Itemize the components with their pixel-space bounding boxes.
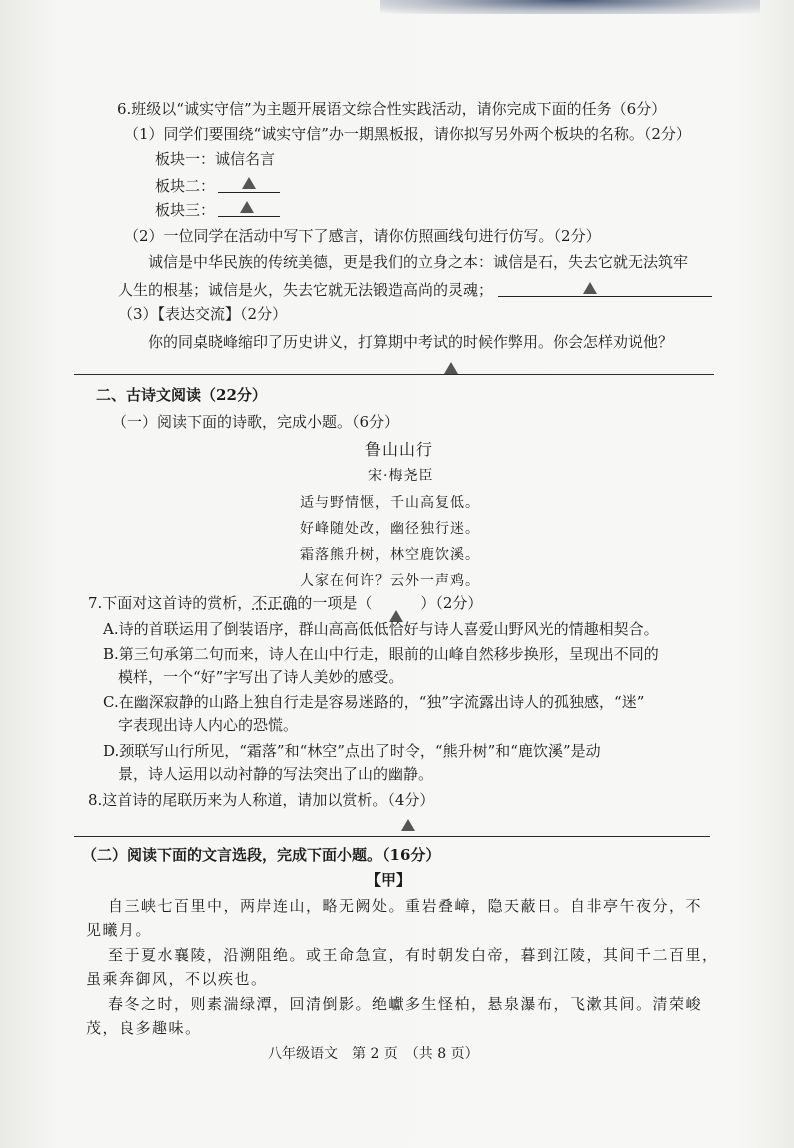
board-3-label: 板块三： xyxy=(155,201,216,219)
board-3-answer-line[interactable] xyxy=(218,216,280,217)
q7-option-b-line2: 模样，一个“好”字写出了诗人美妙的感受。 xyxy=(118,668,404,686)
poem-line: 好峰随处改，幽径独行迷。 xyxy=(300,521,480,537)
page-footer: 八年级语文 第 2 页 （共 8 页） xyxy=(268,1046,479,1062)
answer-triangle-icon xyxy=(583,282,597,294)
passage-para3-line2: 茂，良多趣味。 xyxy=(86,1019,202,1037)
passage-para1-line1: 自三峡七百里中，两岸连山，略无阙处。重岩叠嶂，隐天蔽日。自非亭午夜分，不 xyxy=(108,897,703,915)
q6-part2-line2: 人生的根基；诚信是火，失去它就无法锻造高尚的灵魂； xyxy=(118,281,494,299)
q6-part3-text: 你的同桌晓峰缩印了历史讲义，打算期中考试的时候作弊用。你会怎样劝说他？ xyxy=(148,333,674,351)
passage-jia-label: 【甲】 xyxy=(366,871,412,889)
q7-option-c-line2: 字表现出诗人内心的恐慌。 xyxy=(118,716,299,734)
section2-sub1: （一）阅读下面的诗歌，完成小题。（6分） xyxy=(112,413,400,431)
q6-part2: （2）一位同学在活动中写下了感言，请你仿照画线句进行仿写。（2分） xyxy=(124,227,601,245)
poem-author: 宋·梅尧臣 xyxy=(368,468,434,484)
q7-stem-emphasis: 不正确 xyxy=(252,594,298,612)
answer-triangle-icon xyxy=(444,362,458,374)
section2-sub2: （二）阅读下面的文言选段，完成下面小题。（16分） xyxy=(82,846,441,864)
q7-stem xyxy=(88,594,482,612)
answer-triangle-icon xyxy=(242,177,256,189)
q6-part1: （1）同学们要围绕“诚实守信”办一期黑板报，请你拟写另外两个板块的名称。（2分） xyxy=(124,125,691,143)
q7-option-d-line1: D.颈联写山行所见，“霜落”和“林空”点出了时令，“熊升树”和“鹿饮溪”是动 xyxy=(103,742,601,760)
poem-line: 适与野情惬，千山高复低。 xyxy=(300,495,480,511)
q6-answer-line[interactable] xyxy=(74,374,714,375)
q7-stem-a: 7.下面对这首诗的赏析， xyxy=(88,594,253,612)
q6-part3: （3）【表达交流】（2分） xyxy=(118,305,288,323)
q7-option-d-line2: 景，诗人运用以动衬静的写法突出了山的幽静。 xyxy=(118,765,434,783)
passage-para1-line2: 见曦月。 xyxy=(86,921,153,939)
q7-option-c-line1: C.在幽深寂静的山路上独自行走是容易迷路的，“独”字流露出诗人的孤独感，“迷” xyxy=(103,693,645,711)
passage-para3-line1: 春冬之时，则素湍绿潭，回清倒影。绝巘多生怪柏，悬泉瀑布，飞漱其间。清荣峻 xyxy=(108,995,703,1013)
q8-answer-line[interactable] xyxy=(74,836,710,837)
board-1: 板块一：诚信名言 xyxy=(155,150,276,168)
q6-title: 6.班级以“诚实守信”为主题开展语文综合性实践活动，请你完成下面的任务（6分） xyxy=(117,100,667,118)
passage-para2-line2: 虽乘奔御风，不以疾也。 xyxy=(86,970,268,988)
scan-shadow xyxy=(380,0,760,14)
q8-stem: 8.这首诗的尾联历来为人称道，请加以赏析。（4分） xyxy=(88,791,435,809)
poem-line: 人家在何许？云外一声鸡。 xyxy=(300,573,480,589)
q7-stem-c: 的一项是（ xyxy=(297,594,373,612)
board-2-answer-line[interactable] xyxy=(218,192,280,193)
q7-option-a: A.诗的首联运用了倒装语序，群山高高低低恰好与诗人喜爱山野风光的情趣相契合。 xyxy=(103,620,659,638)
q6-part2-answer-line[interactable] xyxy=(498,296,712,297)
q7-stem-d: ）（2分） xyxy=(420,594,483,612)
poem-title: 鲁山山行 xyxy=(365,440,434,459)
answer-triangle-icon xyxy=(401,819,415,831)
board-2-label: 板块二： xyxy=(155,177,216,195)
section2-title: 二、古诗文阅读（22分） xyxy=(96,386,267,404)
q6-part2-line1: 诚信是中华民族的传统美德，更是我们的立身之本：诚信是石，失去它就无法筑牢 xyxy=(148,253,689,271)
poem-line: 霜落熊升树，林空鹿饮溪。 xyxy=(300,547,480,563)
answer-triangle-icon xyxy=(240,201,254,213)
passage-para2-line1: 至于夏水襄陵，沿溯阻绝。或王命急宣，有时朝发白帝，暮到江陵，其间千二百里， xyxy=(108,946,719,964)
q7-option-b-line1: B.第三句承第二句而来，诗人在山中行走，眼前的山峰自然移步换形，呈现出不同的 xyxy=(103,645,659,663)
